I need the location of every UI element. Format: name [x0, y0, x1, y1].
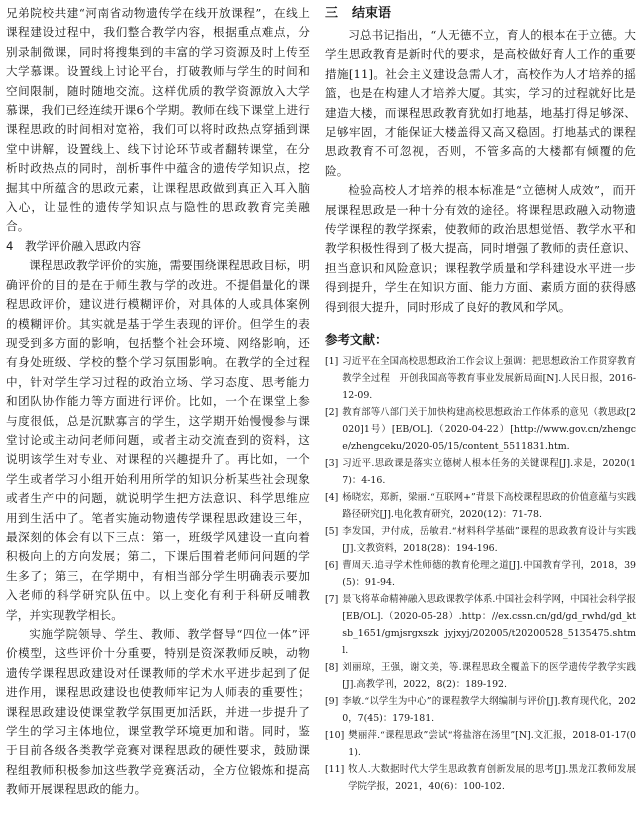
reference-number: [3]	[325, 458, 339, 470]
body-paragraph: 兄弟院校共建“河南省动物遗传学在线开放课程”，在线上课程建设过程中，我们整合教学内容，根据重点难点，分别录制微课，同时将搜集到的丰富的学习资源及时上传至大学慕课。设置线上讨论平台，打破教师与学生的时间和空间限制，随时随地交流。这样优质的教学资源放入大学慕课，我们已经连续开课6个学期。教师在线下课堂上进行课程思政的时间相对宽裕，我们可以将时政热点穿插到课堂中讲解，设置线上、线下讨论环节或者翻转课堂，在分析时政热点的同时，剖析事件中蕴含的遗传学知识点，挖掘其中所蕴含的思政元素，让课程思政做到真正入耳入脑入心，让显性的遗传学知识点与隐性的思政教育完美融合。	[6, 6, 310, 234]
reference-item	[325, 557, 636, 591]
reference-text: 刘丽琼，王强，谢文美，等.课程思政全覆盖下的医学遗传学教学实践[J].高教学刊，2022，8(2)：189-192.	[342, 662, 636, 691]
reference-text: 杨晓宏，郑新，梁丽.“互联网+”背景下高校课程思政的价值意蕴与实践路径研究[J].电化教育研究，2020(12)：71-78.	[342, 492, 636, 521]
reference-number: [1]	[325, 356, 339, 368]
reference-text: 牧人.大数据时代大学生思政教育创新发展的思考[J].黑龙江教师发展学院学报，2021，40(6)：100-102.	[348, 764, 636, 793]
left-column	[6, 4, 310, 800]
reference-text: 习近平在全国高校思想政治工作会议上强调：把思想政治工作贯穿教育教学全过程 开创我国高等教育事业发展新局面[N].人民日报，2016-12-09.	[342, 356, 636, 402]
body-paragraph: 课程思政教学评价的实施，需要围绕课程思政目标，明确评价的目的是在于师生教与学的改进。不提倡量化的课程思政评价，建议进行模糊评价，对具体的人或具体案例的模糊评价。其实就是基于学生表现的评价。但学生的表现受到多方面的影响，包括整个社会环境、网络影响，还有身处班级、学校的整个学习氛围影响。在教学的全过程中，针对学生学习过程的政治立场、学习态度、思考能力和团队协作能力等方面进行评价。比如，一个在课堂上参与度很低，总是沉默寡言的学生，这学期开始慢慢参与课堂讨论或主动问老师问题，或者主动交流查到的资料，这说明该学生对专业、对课程的兴趣提升了。再比如，一个学生或者学习小组开始利用所学的知识分析某些社会现象或者生产中的问题，就说明学生把方法意识、科学思维应用到生活中了。笔者实施动物遗传学课程思政建设三年，最深刻的体会有以下三点：第一，班级学风建设一直向着积极向上的方向发展；第二，下课后围着老师问问题的学生多了；第三，在学期中，有相当部分学生明确表示要加入老师的科学研究队伍中。以上变化有利于科研反哺教学，并实现教学相长。	[6, 258, 310, 622]
reference-number: [7]	[325, 594, 339, 606]
body-paragraph: 检验高校人才培养的根本标准是“立德树人成效”，而开展课程思政是一种十分有效的途径。将课程思政融入动物遗传学课程的教学探索，使教师的政治思想觉悟、教学水平和教学积极性得到了极大提高，同时增强了教师的责任意识、担当意识和风险意识；课程教学质量和学科建设水平进一步得到提升，学生在知识方面、能力方面、素质方面的获得感得到很大提升，同时形成了良好的教风和学风。	[325, 183, 636, 314]
reference-text: 习近平.思政课是落实立德树人根本任务的关键课程[J].求是，2020(17)：4-16.	[342, 458, 636, 487]
reference-number: [6]	[325, 560, 339, 572]
section-title: 结束语	[352, 6, 392, 21]
references-heading: 参考文献：	[325, 332, 388, 348]
reference-text: 教育部等八部门关于加快构建高校思想政治工作体系的意见（教思政[2020]1号）[EB/OL].（2020-04-22）[http://www.gov.cn/zhengce/zhengceku/2020-05/15/content_5511831.htm.	[342, 407, 636, 453]
reference-item	[325, 693, 636, 727]
body-paragraph: 习总书记指出，“人无德不立，育人的根本在于立德。大学生思政教育是新时代的要求，是高校做好育人工作的重要措施[11]。社会主义建设急需人才，高校作为人才培养的摇篮，也是在构建人才培养大厦。其实，学习的过程就好比是建造大楼，而课程思政教育犹如打地基，地基打得足够深、足够牢固，才能保证大楼盖得又高又稳固。打地基式的课程思政教育不可忽视，否则，不管多高的大楼都有倾覆的危险。	[325, 28, 636, 178]
reference-item	[325, 523, 636, 557]
reference-text: 李发国，尹付成，岳敏君.“材料科学基础”课程的思政教育设计与实践[J].文教资料，2018(28)：194-196.	[342, 526, 636, 555]
reference-number: [5]	[325, 526, 339, 538]
subsection-heading: 4 教学评价融入思政内容	[6, 238, 141, 253]
reference-item	[325, 591, 636, 659]
reference-item	[325, 489, 636, 523]
reference-text: 曹周天.追寻学术性师德的教育伦理之道[J].中国教育学刊，2018，39(5)：91-94.	[342, 560, 636, 589]
section-number: 三	[325, 6, 339, 21]
reference-item	[325, 353, 636, 404]
reference-number: [2]	[325, 407, 339, 419]
reference-item	[325, 727, 636, 761]
section-heading	[325, 4, 636, 24]
body-paragraph: 实施学院领导、学生、教师、教学督导“四位一体”评价模型，这些评价十分重要，特别是资深教师反映，动物遗传学课程思政建设对任课教师的学术水平进步起到了促进作用，课程思政建设也使教师牢记为人师表的重要性；课程思政建设使课堂教学氛围更加活跃，并进一步提升了学生的学习主体地位，课堂教学环境更加和谐。同时，鉴于目前各级各类教学竞赛对课程思政的硬性要求，鼓励课程组教师积极参加这些教学竞赛活动，全方位锻炼和提高教师开展课程思政的能力。	[6, 627, 310, 797]
reference-number: [10]	[325, 730, 345, 742]
reference-number: [4]	[325, 492, 339, 504]
reference-text: 景飞将革命精神融入思政课教学体系.中国社会科学网，中国社会科学报[EB/OL].（2020-05-28）.http：//ex.cssn.cn/gd/gd_rwhd/gd_ktsb_1651/gmjsrgxszk jyjxyj/202005/t20200528_5135475.shtml.	[342, 594, 636, 657]
reference-list	[325, 353, 636, 795]
right-column	[325, 4, 636, 795]
reference-number: [8]	[325, 662, 339, 674]
reference-item	[325, 404, 636, 455]
reference-item	[325, 659, 636, 693]
reference-number: [11]	[325, 764, 345, 776]
reference-text: 李敏.“以学生为中心”的课程教学大纲编制与评价[J].教育现代化，2020，7(45)：179-181.	[342, 696, 636, 725]
reference-item	[325, 455, 636, 489]
reference-number: [9]	[325, 696, 339, 708]
reference-item	[325, 761, 636, 795]
reference-text: 樊丽萍.“课程思政”尝试“将盐溶在汤里”[N].文汇报，2018-01-17(01).	[348, 730, 636, 759]
